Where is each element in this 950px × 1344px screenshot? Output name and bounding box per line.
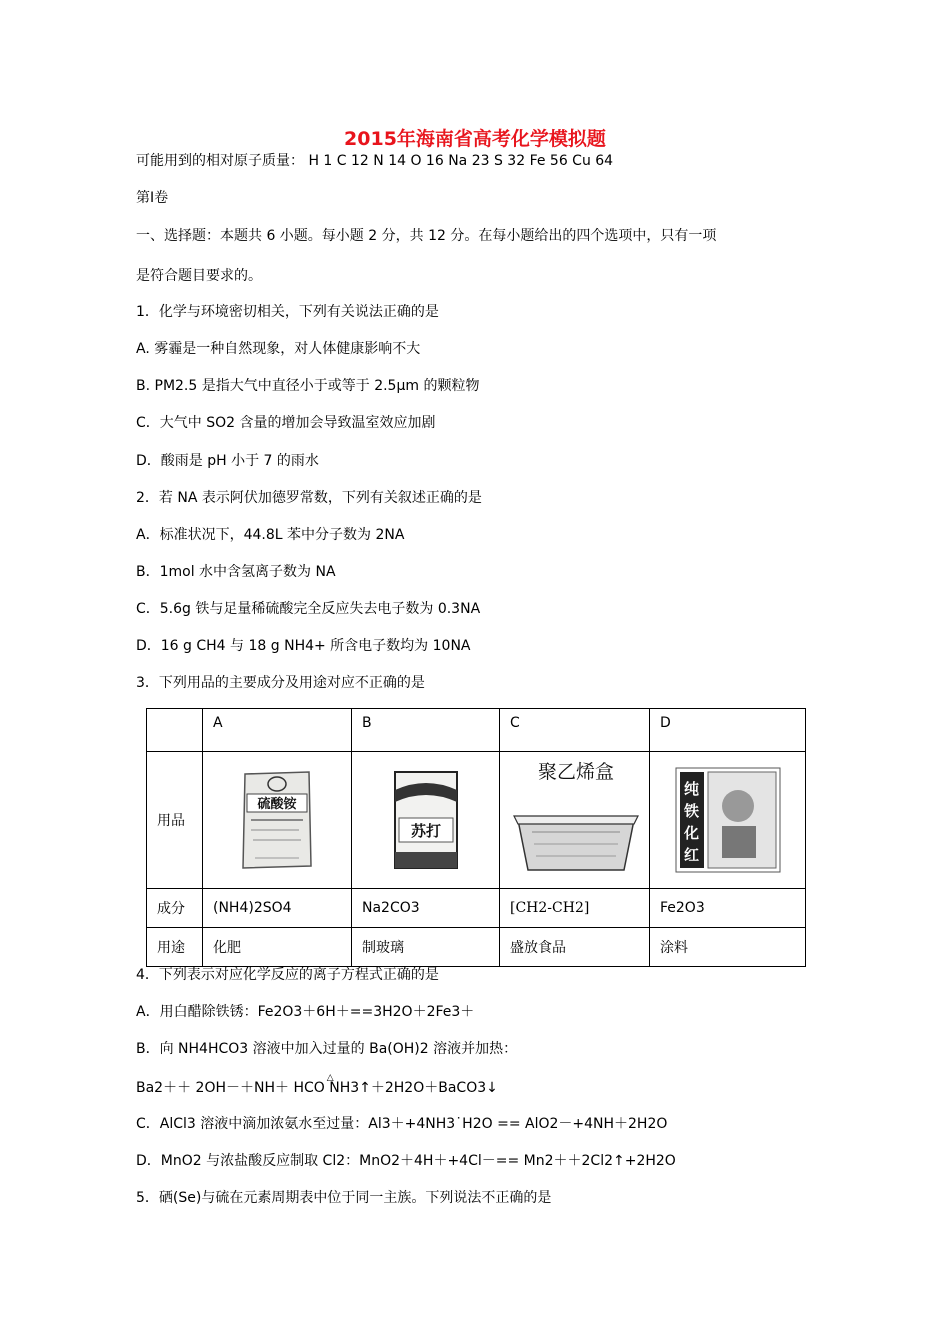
q1-option-a: A. 雾霾是一种自然现象，对人体健康影响不大 — [136, 341, 421, 357]
q2-option-a: A．标准状况下，44.8L 苯中分子数为 2NA — [136, 527, 405, 543]
component-cell: Fe2O3 — [650, 889, 806, 928]
vertical-char: 化 — [683, 824, 699, 842]
q3-stem: 3．下列用品的主要成分及用途对应不正确的是 — [136, 675, 425, 691]
q1-option-b: B. PM2.5 是指大气中直径小于或等于 2.5μm 的颗粒物 — [136, 378, 480, 394]
q4-stem: 4．下列表示对应化学反应的离子方程式正确的是 — [136, 967, 439, 983]
q2-stem: 2．若 NA 表示阿伏加德罗常数，下列有关叙述正确的是 — [136, 490, 482, 506]
table-row — [147, 889, 806, 928]
iron-oxide-red-package-image — [672, 764, 784, 876]
table-header-cell: A — [203, 709, 352, 752]
image-cell-c — [500, 752, 650, 889]
q2-option-b: B．1mol 水中含氢离子数为 NA — [136, 564, 336, 580]
image-cell-a — [203, 752, 352, 889]
q1-stem: 1．化学与环境密切相关，下列有关说法正确的是 — [136, 304, 439, 320]
table-row — [147, 752, 806, 889]
q2-option-c: C．5.6g 铁与足量稀硫酸完全反应失去电子数为 0.3NA — [136, 601, 481, 617]
table-header-cell: B — [352, 709, 500, 752]
heating-symbol — [325, 1078, 329, 1098]
polyethylene-formula: [CH2-CH2] — [510, 900, 590, 916]
vertical-char: 铁 — [683, 802, 699, 820]
table-header-cell: C — [500, 709, 650, 752]
section-intro-1: 一、选择题：本题共 6 小题。每小题 2 分，共 12 分。在每小题给出的四个选项中，只有一项 — [136, 228, 717, 244]
q4-option-a: A．用白醋除铁锈：Fe2O3＋6H＋==3H2O＋2Fe3＋ — [136, 1004, 475, 1020]
component-cell: (NH4)2SO4 — [203, 889, 352, 928]
polyethylene-box-image — [510, 758, 642, 882]
bag-label-text: 硫酸铵 — [257, 797, 297, 812]
package-label-text: 苏打 — [410, 822, 441, 840]
row-label-use: 用途 — [147, 928, 203, 967]
q1-option-d: D．酸雨是 pH 小于 7 的雨水 — [136, 453, 319, 469]
section-intro-2: 是符合题目要求的。 — [136, 268, 262, 284]
use-cell: 化肥 — [203, 928, 352, 967]
component-cell: Na2CO3 — [352, 889, 500, 928]
q3-table — [146, 708, 806, 967]
equation-left: Ba2＋＋ 2OH－＋NH＋ HCO — [136, 1080, 325, 1096]
image-cell-b — [352, 752, 500, 889]
row-label-item: 用品 — [147, 752, 203, 889]
q4-option-b: B．向 NH4HCO3 溶液中加入过量的 Ba(OH)2 溶液并加热： — [136, 1041, 518, 1057]
q4-option-c: C．AlCl3 溶液中滴加浓氨水至过量：Al3＋+4NH3˙H2O == AlO2－+4NH＋2H2O — [136, 1116, 668, 1132]
row-label-component: 成分 — [147, 889, 203, 928]
vertical-char: 红 — [683, 846, 699, 864]
use-cell: 涂料 — [650, 928, 806, 967]
table-row — [147, 928, 806, 967]
use-cell: 盛放食品 — [500, 928, 650, 967]
q5-stem: 5．硒(Se)与硫在元素周期表中位于同一主族。下列说法不正确的是 — [136, 1190, 552, 1206]
table-header-cell — [147, 709, 203, 752]
vertical-char: 纯 — [683, 780, 699, 798]
page-title: 2015年海南省高考化学模拟题 — [344, 128, 606, 150]
equation-right: NH3↑＋2H2O＋BaCO3↓ — [329, 1080, 498, 1096]
component-cell — [500, 889, 650, 928]
ammonium-sulfate-bag-image — [239, 768, 315, 872]
use-cell: 制玻璃 — [352, 928, 500, 967]
q4-option-b-equation — [136, 1078, 498, 1098]
q2-option-d: D．16 g CH4 与 18 g NH4+ 所含电子数均为 10NA — [136, 638, 471, 654]
image-cell-d — [650, 752, 806, 889]
q4-option-d: D．MnO2 与浓盐酸反应制取 Cl2：MnO2＋4H＋+4Cl－== Mn2＋＋2Cl2↑+2H2O — [136, 1153, 676, 1169]
box-caption-text: 聚乙烯盒 — [537, 761, 615, 783]
q1-option-c: C．大气中 SO2 含量的增加会导致温室效应加剧 — [136, 415, 436, 431]
soda-package-image — [391, 768, 461, 872]
table-header-cell: D — [650, 709, 806, 752]
table-header-row — [147, 709, 806, 752]
part-label: 第I卷 — [136, 190, 169, 206]
atomic-masses: 可能用到的相对原子质量： H 1 C 12 N 14 O 16 Na 23 S 32 Fe 56 Cu 64 — [136, 153, 614, 169]
